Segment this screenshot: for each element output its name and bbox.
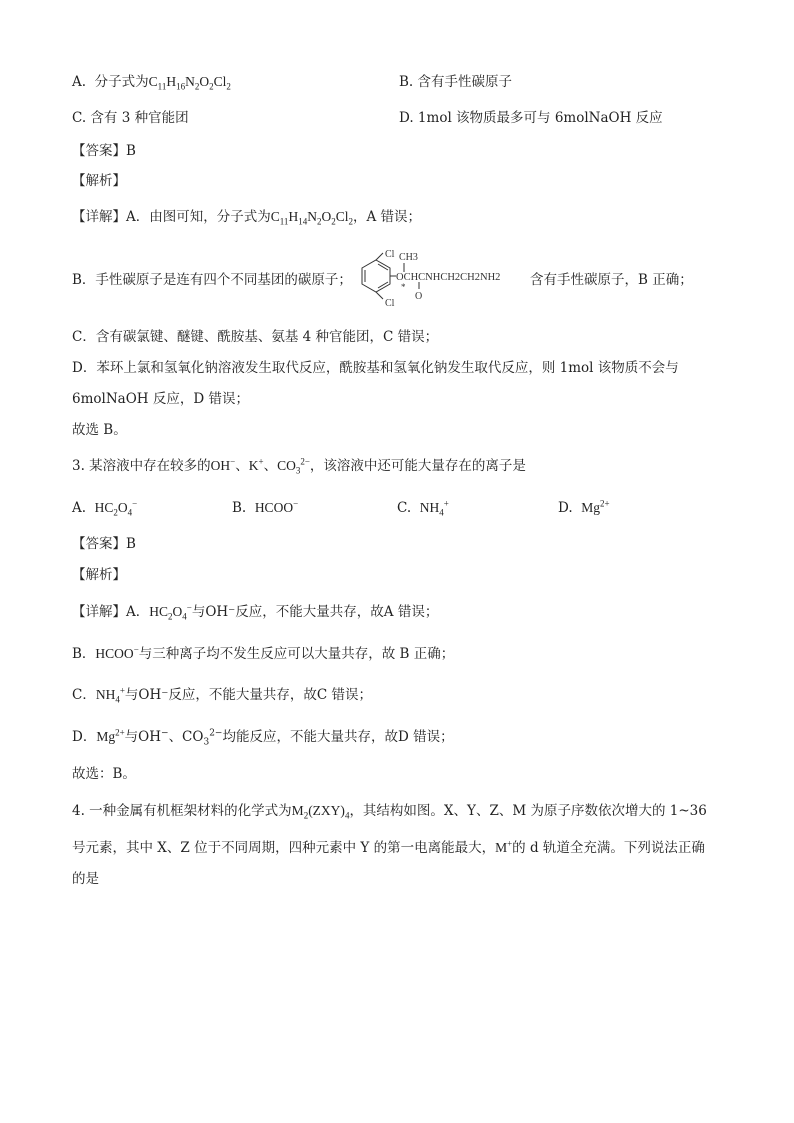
q2-detail-d-line2: 6molNaOH 反应，D 错误； (72, 391, 249, 407)
chiral-star-marker: * (401, 282, 406, 292)
q2-option-row-ab (72, 72, 722, 92)
q3-detail-a: 【详解】A．$HC_2O_4^-$与OH⁻反应，不能大量共存，故A 错误； (72, 602, 439, 622)
q3-options-row (72, 498, 722, 518)
q2-conclusion: 故选 B。 (72, 422, 127, 438)
q3-stem: 3. 某溶液中存在较多的OH−、K+、$CO_3^{2-}$，该溶液中还可能大量存在的离子是 (72, 456, 526, 476)
q3-detail-d: D．$Mg^{2+}$与OH−、$CO_3^{2-}$均能反应，不能大量共存，故D 错误； (72, 727, 454, 748)
q2-detail-a: 【详解】A．由图可知，分子式为$C_{11}H_{14}N_2O_2Cl_2$，A 错误； (72, 209, 421, 227)
chlorine-bottom-label: Cl (385, 298, 395, 308)
q2-option-c[interactable]: C. 含有 3 种官能团 (72, 110, 189, 126)
q4-stem-line2: 号元素，其中 X、Z 位于不同周期，四种元素中 Y 的第一电离能最大，M+的 d 轨道全充满。下列说法正确 (72, 838, 705, 856)
q2-analysis-heading: 【解析】 (72, 173, 126, 189)
methyl-label: CH3 (399, 252, 418, 263)
chiral-molecule-structure (356, 246, 536, 308)
q3-conclusion: 故选：B。 (72, 766, 136, 782)
q2-detail-d-line1: D．苯环上氯和氢氧化钠溶液发生取代反应，酰胺基和氢氧化钠发生取代反应，则 1mol 该物质不会与 (72, 360, 679, 376)
ions-oh-k-co3: OH−、K+、$CO_3^{2-}$ (210, 456, 310, 476)
formula-c11h16n2o2cl2: $C_{11}H_{16}N_2O_2Cl_2$ (148, 74, 231, 92)
formula-m2-zxy4: $M_2(ZXY)_4$ (291, 803, 350, 821)
q3-option-a[interactable]: A. $HC_2O_4^-$ (72, 498, 138, 518)
q2-detail-c: C．含有碳氯键、醚键、酰胺基、氨基 4 种官能团，C 错误； (72, 329, 439, 345)
q2-option-a[interactable]: A. 分子式为$C_{11}H_{16}N_2O_2Cl_2$ (72, 74, 231, 92)
q4-stem-line1: 4. 一种金属有机框架材料的化学式为$M_2(ZXY)_4$，其结构如图。X、Y、Z、M 为原子序数依次增大的 1~36 (72, 803, 707, 821)
q2-option-b[interactable]: B. 含有手性碳原子 (399, 74, 513, 90)
q2-detail-b: B．手性碳原子是连有四个不同基团的碳原子； (72, 272, 352, 288)
q3-answer: 【答案】B (72, 536, 136, 552)
q3-option-b[interactable]: B. HCOO− (232, 498, 299, 516)
chlorine-top-label: Cl (385, 249, 395, 260)
carbonyl-oxygen-label: O (415, 291, 423, 302)
q2-option-d[interactable]: D. 1mol 该物质最多可与 6molNaOH 反应 (399, 110, 663, 126)
q2-answer: 【答案】B (72, 143, 136, 159)
side-chain-label: OCHCNHCH2CH2NH2 (396, 272, 501, 283)
q3-option-d[interactable]: D. $Mg^{2+}$ (558, 498, 610, 516)
q3-option-c[interactable]: C. $NH_4^+$ (397, 498, 449, 518)
formula-c11h14n2o2cl2: $C_{11}H_{14}N_2O_2Cl_2$ (270, 209, 353, 227)
q3-detail-c: C．$NH_4^+$与OH⁻反应，不能大量共存，故C 错误； (72, 685, 373, 705)
q3-analysis-heading: 【解析】 (72, 567, 126, 583)
q3-detail-b: B．HCOO−与三种离子均不发生反应可以大量共存，故 B 正确； (72, 644, 455, 662)
q2-option-row-cd (72, 108, 722, 128)
q2-detail-b-post: 含有手性碳原子，B 正确； (530, 272, 693, 288)
q4-stem-line3: 的是 (72, 871, 99, 887)
